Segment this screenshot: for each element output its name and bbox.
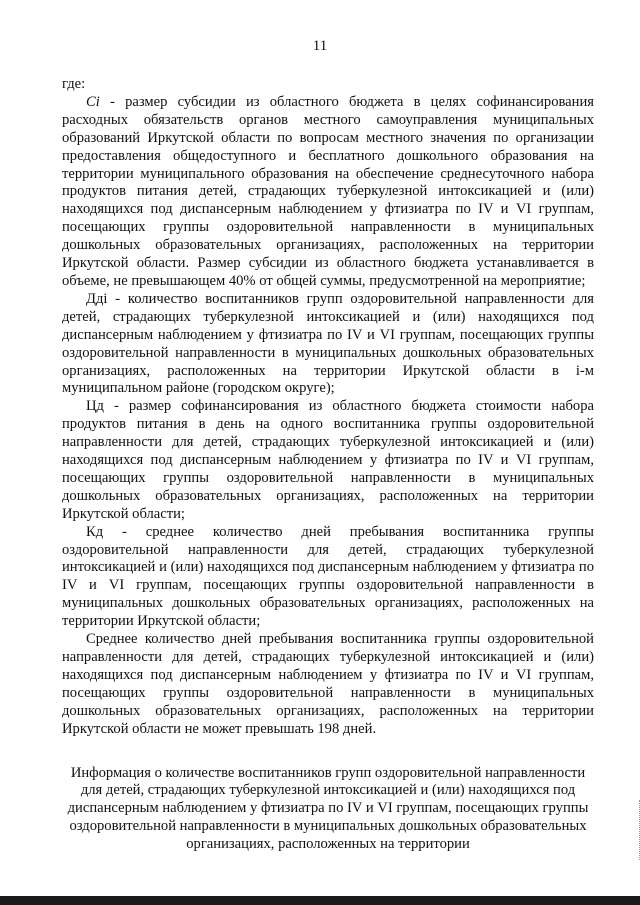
definition-text: - размер софинансирования из областного бюджета стоимости набора продуктов питания в день на одного воспитанника группы оздоровительной направленности для детей, страдающих туберкулезной интоксикацией и (или) находящихся под диспансерным наблюдением у фтизиатра по IV и VI группам, посещающих группы оздоровительной направленности в муниципальных дошкольных образовательных организациях, расположенных на территории Иркутской области; (62, 398, 594, 522)
scan-bottom-edge (0, 896, 640, 905)
closing-paragraph (62, 631, 594, 738)
definition-cd (62, 398, 594, 523)
formula-symbol: Кд (86, 523, 104, 540)
intro-text: где: (62, 76, 86, 92)
section-gap (62, 739, 594, 765)
definition-text: - среднее количество дней пребывания воспитанника группы оздоровительной направленности для детей, страдающих туберкулезной интоксикацией и (или) находящихся под диспансерным наблюдением у фтизиатра по IV и VI группам, посещающих группы оздоровительной направленности в муниципальных дошкольных образовательных организациях, расположенных на территории Иркутской области; (62, 523, 594, 630)
document-body (62, 76, 594, 854)
definition-kd (62, 524, 594, 631)
page-number: 11 (312, 38, 328, 54)
definition-text: - размер субсидии из областного бюджета в целях софинансирования расходных обязательств органов местного самоуправления муниципальных образований Иркутской области по вопросам местного значения по организации предоставления общедоступного и бесплатного дошкольного образования на территории муниципального образования на обеспечение среднесуточного набора продуктов питания детей, страдающих туберкулезной интоксикацией и (или) находящихся под диспансерным наблюдением у фтизиатра по IV и VI группам, посещающих группы оздоровительной направленности в муниципальных дошкольных образовательных организациях, расположенных на территории Иркутской области. Размер субсидии из областного бюджета устанавливается в объеме, не превышающем 40% от общей суммы, предусмотренной на мероприятие; (62, 93, 594, 289)
formula-symbol: Цд (86, 398, 104, 415)
definition-text: - количество воспитанников групп оздоровительной направленности для детей, страдающих туберкулезной интоксикацией и (или) находящихся под диспансерным наблюдением у фтизиатра по IV и VI группам, посещающих группы оздоровительной направленности в муниципальных дошкольных образовательных организациях, расположенных на территории Иркутской области в i-м муниципальном районе (городском округе); (62, 290, 594, 397)
indent (62, 631, 86, 647)
section-heading: Информация о количестве воспитанников групп оздоровительной направленности для детей, страдающих туберкулезной интоксикацией и (или) находящихся под диспансерным наблюдением у фтизиатра по IV и VI группам, посещающих группы оздоровительной направленности в муниципальных дошкольных образовательных организациях, расположенных на территории (67, 764, 589, 853)
formula-symbol: Дді (86, 290, 108, 307)
definition-ddi (62, 291, 594, 398)
closing-text: Среднее количество дней пребывания воспитанника группы оздоровительной направленности для детей, страдающих туберкулезной интоксикацией и (или) находящихся под диспансерным наблюдением у фтизиатра по IV и VI группам, посещающих группы оздоровительной направленности в муниципальных дошкольных образовательных организациях, расположенных на территории Иркутской области не может превышать 198 дней. (62, 631, 594, 737)
definition-ci (62, 94, 594, 291)
formula-symbol: Ci (86, 93, 100, 110)
